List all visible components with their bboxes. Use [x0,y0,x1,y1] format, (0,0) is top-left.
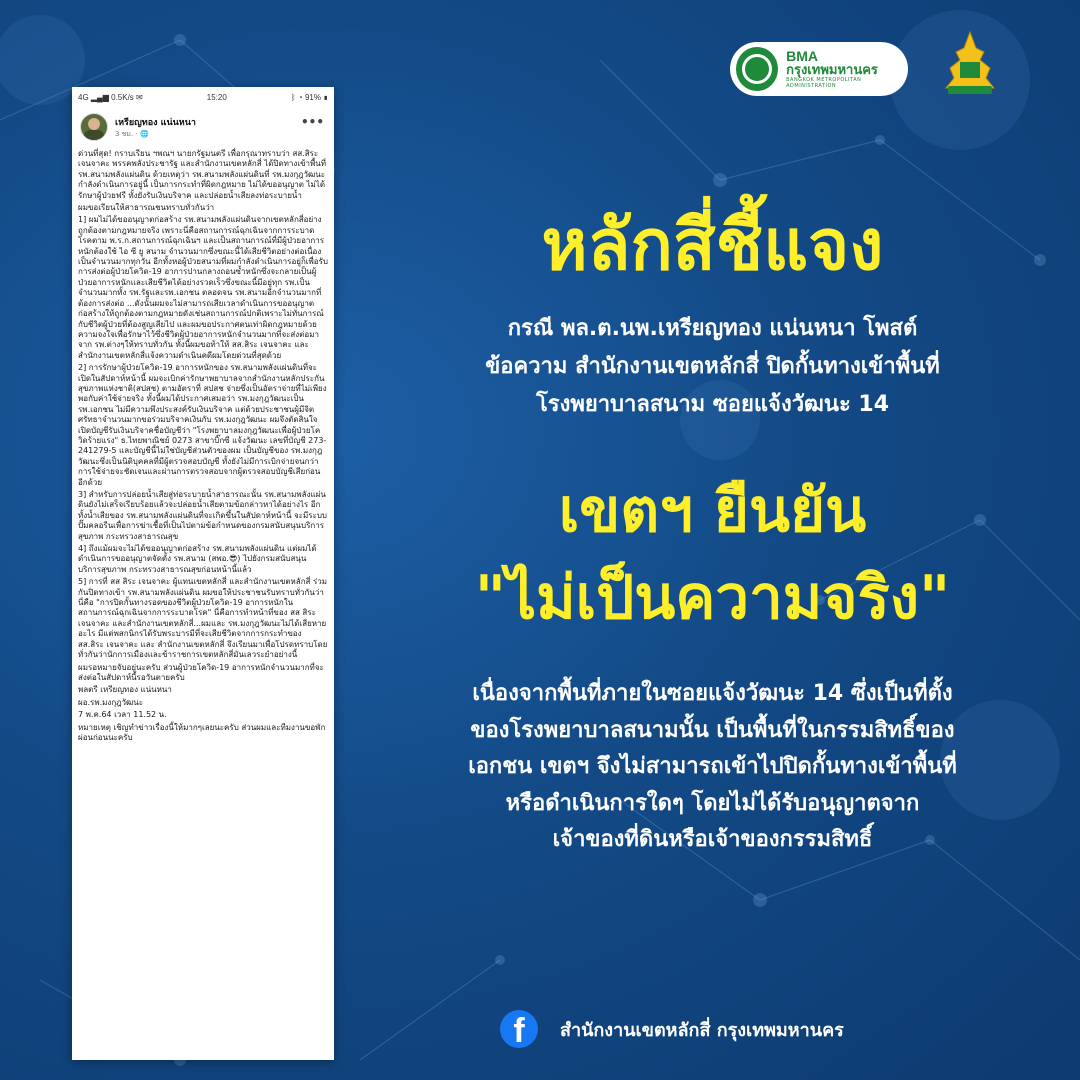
post-paragraph: 1] ผมไม่ได้ขออนุญาตก่อสร้าง รพ.สนามพลังแผ่นดินจากเขตหลักสี่อย่างถูกต้องตามกฎหมายจริง เพราะนี่คือสถานการณ์ฉุกเฉินจากการระบาดโรคตาม พ.ร.ก.สถานการณ์ฉุกเฉินฯ และเป็นสถานการณ์ที่มีผู้ป่วยอาการหนักต้องใช้ ไอ ซี ยู สนาม จำนวนมากซึ่งขณะนี้ได้เสียชีวิตอย่างต่อเนื่องเป็นจำนวนมากทุกวัน อีกทั้งหอผู้ป่วยสนามที่ผมกำลังดำเนินการอยู่ก็เพื่อรับการส่งต่อผู้ป่วยโควิด-19 อาการปานกลางถอนซ้ำหนักซึ่งจะกลายเป็นผู้ป่วยอาการหนักและเสียชีวิตได้อย่างรวดเร็วซึ่งขณะนี้มีอยู่ทุก รพ.เป็นจำนวนมากทั้ง รพ.รัฐและรพ.เอกชน ตลอดจน รพ.สนามอีกจำนวนมากที่ต้องการส่งต่อ ...ดังนั้นผมจะไม่สามารถเสียเวลาดำเนินการขออนุญาตก่อสร้างให้ถูกต้องตามกฎหมายดังเช่นสถานการณ์ปกติเพราะไม่ทันการณ์กับชีวิตผู้ป่วยที่ต้องสูญเสียไป และผมขอประกาศตนเท่าผิดกฎหมายด้วยความจงใจเพื่อรักษาไว้ซึ่งชีวิตผู้ป่วยอาการหนักจำนวนมากที่จะส่งต่อมาจาก รพ.ต่างๆให้ทราบทั่วกัน ทั้งนี้ผมขอท้าให้ สส.สิระ เจนจาคะ และสำนักงานเขตหลักสี่แจ้งความดำเนินคดีผมโดยด่วนที่สุดด้วย [78,215,328,360]
bma-seal-icon [736,47,778,91]
district-office-emblem-icon [940,30,1000,96]
bma-logo [730,42,908,96]
headline-not-true: "ไม่เป็นความจริง" [474,563,951,633]
footer [500,1010,844,1048]
subtitle-line: ข้อความ สำนักงานเขตหลักสี่ ปิดกั้นทางเข้าพื้นที่ [485,354,940,379]
explanation-line: เนื่องจากพื้นที่ภายในซอยแจ้งวัฒนะ 14 ซึ่งเป็นที่ตั้ง [472,681,953,706]
post-header [72,107,334,145]
explanation-line: ของโรงพยาบาลสนามนั้น เป็นพื้นที่ในกรรมสิทธิ์ของ [470,717,955,743]
headline-subtitle [345,310,1080,424]
post-paragraph: ผมขอเรียนให้สาธารณชนทราบทั่วกันว่า [78,203,215,213]
bma-thai-name: กรุงเทพมหานคร [786,63,878,79]
post-author-name[interactable]: เหรียญทอง แน่นหนา [115,117,196,128]
explanation-line: หรือดำเนินการใดๆ โดยไม่ได้รับอนุญาตจาก [505,790,920,816]
headline-title: หลักสี่ชี้แจง [541,204,884,286]
explanation-line: เจ้าของที่ดินหรือเจ้าของกรรมสิทธิ์ [552,827,873,852]
facebook-post-screenshot [72,87,334,1060]
bma-english-name: BANGKOK METROPOLITAN ADMINISTRATION [786,77,862,89]
post-paragraph: ผอ.รพ.มงกุฎวัฒนะ [78,697,144,707]
subtitle-line: กรณี พล.ต.นพ.เหรียญทอง แน่นหนา โพสต์ [507,316,918,341]
status-time: 15:20 [206,92,227,102]
battery-level: 91% [304,92,321,102]
post-time[interactable]: 3 ชม. · [115,129,140,138]
explanation-line: เอกชน เขตฯ จึงไม่สามารถเข้าไปปิดกั้นทางเข้าพื้นที่ [468,754,957,779]
post-paragraph: หมายเหตุ เชิญทำข่าวเรื่องนี้ให้มากๆเลยนะครับ ส่วนผมและทีมงานขอพักผ่อนก่อนนะครับ [78,722,326,742]
wifi-icon: ◔ [297,92,303,102]
post-paragraph: ด่วนที่สุด! กราบเรียน ฯพณฯ นายกรัฐมนตรี เพื่อกรุณาทราบว่า สส.สิระ เจนจาคะ พรรคพลังประชารัฐ และสำนักงานเขตหลักสี่ ได้ปิดทางเข้าพื้นที่ รพ.สนามพลังแผ่นดิน ด้วยเหตุว่า รพ.สนามพลังแผ่นดินที่ รพ.มงกุฎวัฒนะกำลังดำเนินการอยู่นี้ เป็นการกระทำที่ผิดกฎหมาย ไม่ได้ขออนุญาต ไม่ได้รักษาผู้ป่วยฟรี ทั้งยังรับเงินบริจาค และปล่อยน้ำเสียลงท่อระบายน้ำ [78,149,327,200]
facebook-icon[interactable]: f [500,1010,538,1048]
explanation-text [345,676,1080,859]
signal-indicator: 4G [78,92,89,102]
globe-icon: 🌐 [139,129,149,138]
post-paragraph: 3] สำหรับการปล่อยน้ำเสียสู่ท่อระบายน้ำสาธารณะนั้น รพ.สนามพลังแผ่นดินยังไม่เสร็จเรียบร้อยแล้วจะปล่อยน้ำเสียตามข้อกล่าวหาได้อย่างไร อีกทั้งน้ำเสียของ รพ.สนามพลังแผ่นดินที่จะเกิดขึ้นในสัปดาห์หน้านี้ จะมีระบบปั๊มคลอรีนเพื่อการฆ่าเชื้อที่เป็นไปตามข้อกำหนดของกรมสนับสนุนบริการสุขภาพ กระทรวงสาธารณสุข [78,490,327,541]
network-speed: 0.5K/s [111,92,134,102]
post-paragraph: พลตรี เหรียญทอง แน่นหนา [78,685,172,695]
bluetooth-icon: ᛒ [290,92,296,102]
headline-confirm: เขตฯ ยืนยัน [558,476,867,546]
ellipsis-icon[interactable]: ••• [300,115,324,129]
battery-icon: ▮ [323,92,328,102]
post-paragraph: 5] การที่ สส สิระ เจนจาคะ ผู้แทนเขตหลักสี่ และสำนักงานเขตหลักสี่ ร่วมกันปิดทางเข้า รพ.สนามพลังแผ่นดิน ผมขอให้ประชาชนรับทราบทั่วกันว่านี่คือ "การปิดกั้นทางรอดของชีวิตผู้ป่วยโควิด-19 อาการหนักในสถานการณ์ฉุกเฉินจากการระบาดโรค" นี่คือการทำหน้าที่ของ สส สิระ เจนจาคะ และสำนักงานเขตหลักสี่...ผมและ รพ.มงกุฎวัฒนะไม่ได้เสียหายอะไร มีแต่พสกนิกรได้รับพระบารมีที่จะเสียชีวิตจากการกระทำของ สส.สิระ เจนจาคะ และ สำนักงานเขตหลักสี่ จึงเรียนมาเพื่อโปรดทราบโดยทั่วกันว่านักการเมืองและข้าราชการเขตหลักสี่มันเลวระยำอย่างนี้ [78,577,328,660]
subtitle-line: โรงพยาบาลสนาม ซอยแจ้งวัฒนะ 14 [535,392,890,417]
phone-status-bar [72,87,334,107]
bma-abbr: BMA [786,47,818,64]
footer-page-name: สำนักงานเขตหลักสี่ กรุงเทพมหานคร [560,1019,844,1041]
signal-bars-icon: ▂▄▆ [90,92,109,102]
post-paragraph: 4] ถึงแม้ผมจะไม่ได้ขออนุญาตก่อสร้าง รพ.สนามพลังแผ่นดิน แต่ผมได้ดำเนินการขออนุญาตจัดตั้ง รพ.สนาม (สพอ.😎) ไปยังกรมสนับสนุนบริการสุขภาพ กระทรวงสาธารณสุขก่อนหน้านี้แล้ว [78,544,317,574]
author-avatar[interactable] [80,113,108,141]
post-paragraph: 2] การรักษาผู้ป่วยโควิด-19 อาการหนักของ รพ.สนามพลังแผ่นดินที่จะเปิดในสัปดาห์หน้านี้ ผมจะเบิกค่ารักษาพยาบาลจากสำนักงานหลักประกันสุขภาพแห่งชาติ(สปสช) ตามอัตราที่ สปสช จ่ายซึ่งเป็นอัตราจ่ายที่ไม่เพียงพอกับค่าใช้จ่ายจริง ทั้งนี้ผมได้ประกาศเสมอว่า รพ.มงกุฎวัฒนะเป็น รพ.เอกชน ไม่มีความพึงประสงค์รับเงินบริจาค แต่ด้วยประชาชนผู้มีจิตศรัทธาจำนวนมากขอร่วมบริจาคเงินกับ รพ.มงกุฎวัฒนะ ผมจึงตัดสินใจเปิดบัญชีรับเงินบริจาคชื่อบัญชีว่า "โรงพยาบาลมงกุฎวัฒนะเพื่อผู้ป่วยโควิดร้ายแรง" ธ.ไทยพาณิชย์ 0273 สาขาบิ๊กซี แจ้งวัฒนะ เลขที่บัญชี 273-241279-5 และบัญชีนี้ไม่ใช่บัญชีส่วนตัวของผม เป็นบัญชีของ รพ.มงกุฎวัฒนะซึ่งเป็นนิติบุคคลที่มีผู้ตรวจสอบบัญชี ทั้งยังไม่มีการเบิกจ่ายจนกว่าการใช้จ่ายจะชัดเจนและผ่านการตรวจสอบจากผู้ตรวจสอบบัญชีเสียก่อนอีกด้วย [78,363,327,487]
message-icon: ✉ [136,92,143,102]
post-body [72,145,334,743]
post-paragraph: ผมรอหมายจับอยู่นะครับ ส่วนผู้ป่วยโควิด-19 อาการหนักจำนวนมากที่จะส่งต่อในสัปดาห์นี้รอวันตายครับ [78,662,324,682]
post-paragraph: 7 พ.ค.64 เวลา 11.52 น. [78,710,167,720]
